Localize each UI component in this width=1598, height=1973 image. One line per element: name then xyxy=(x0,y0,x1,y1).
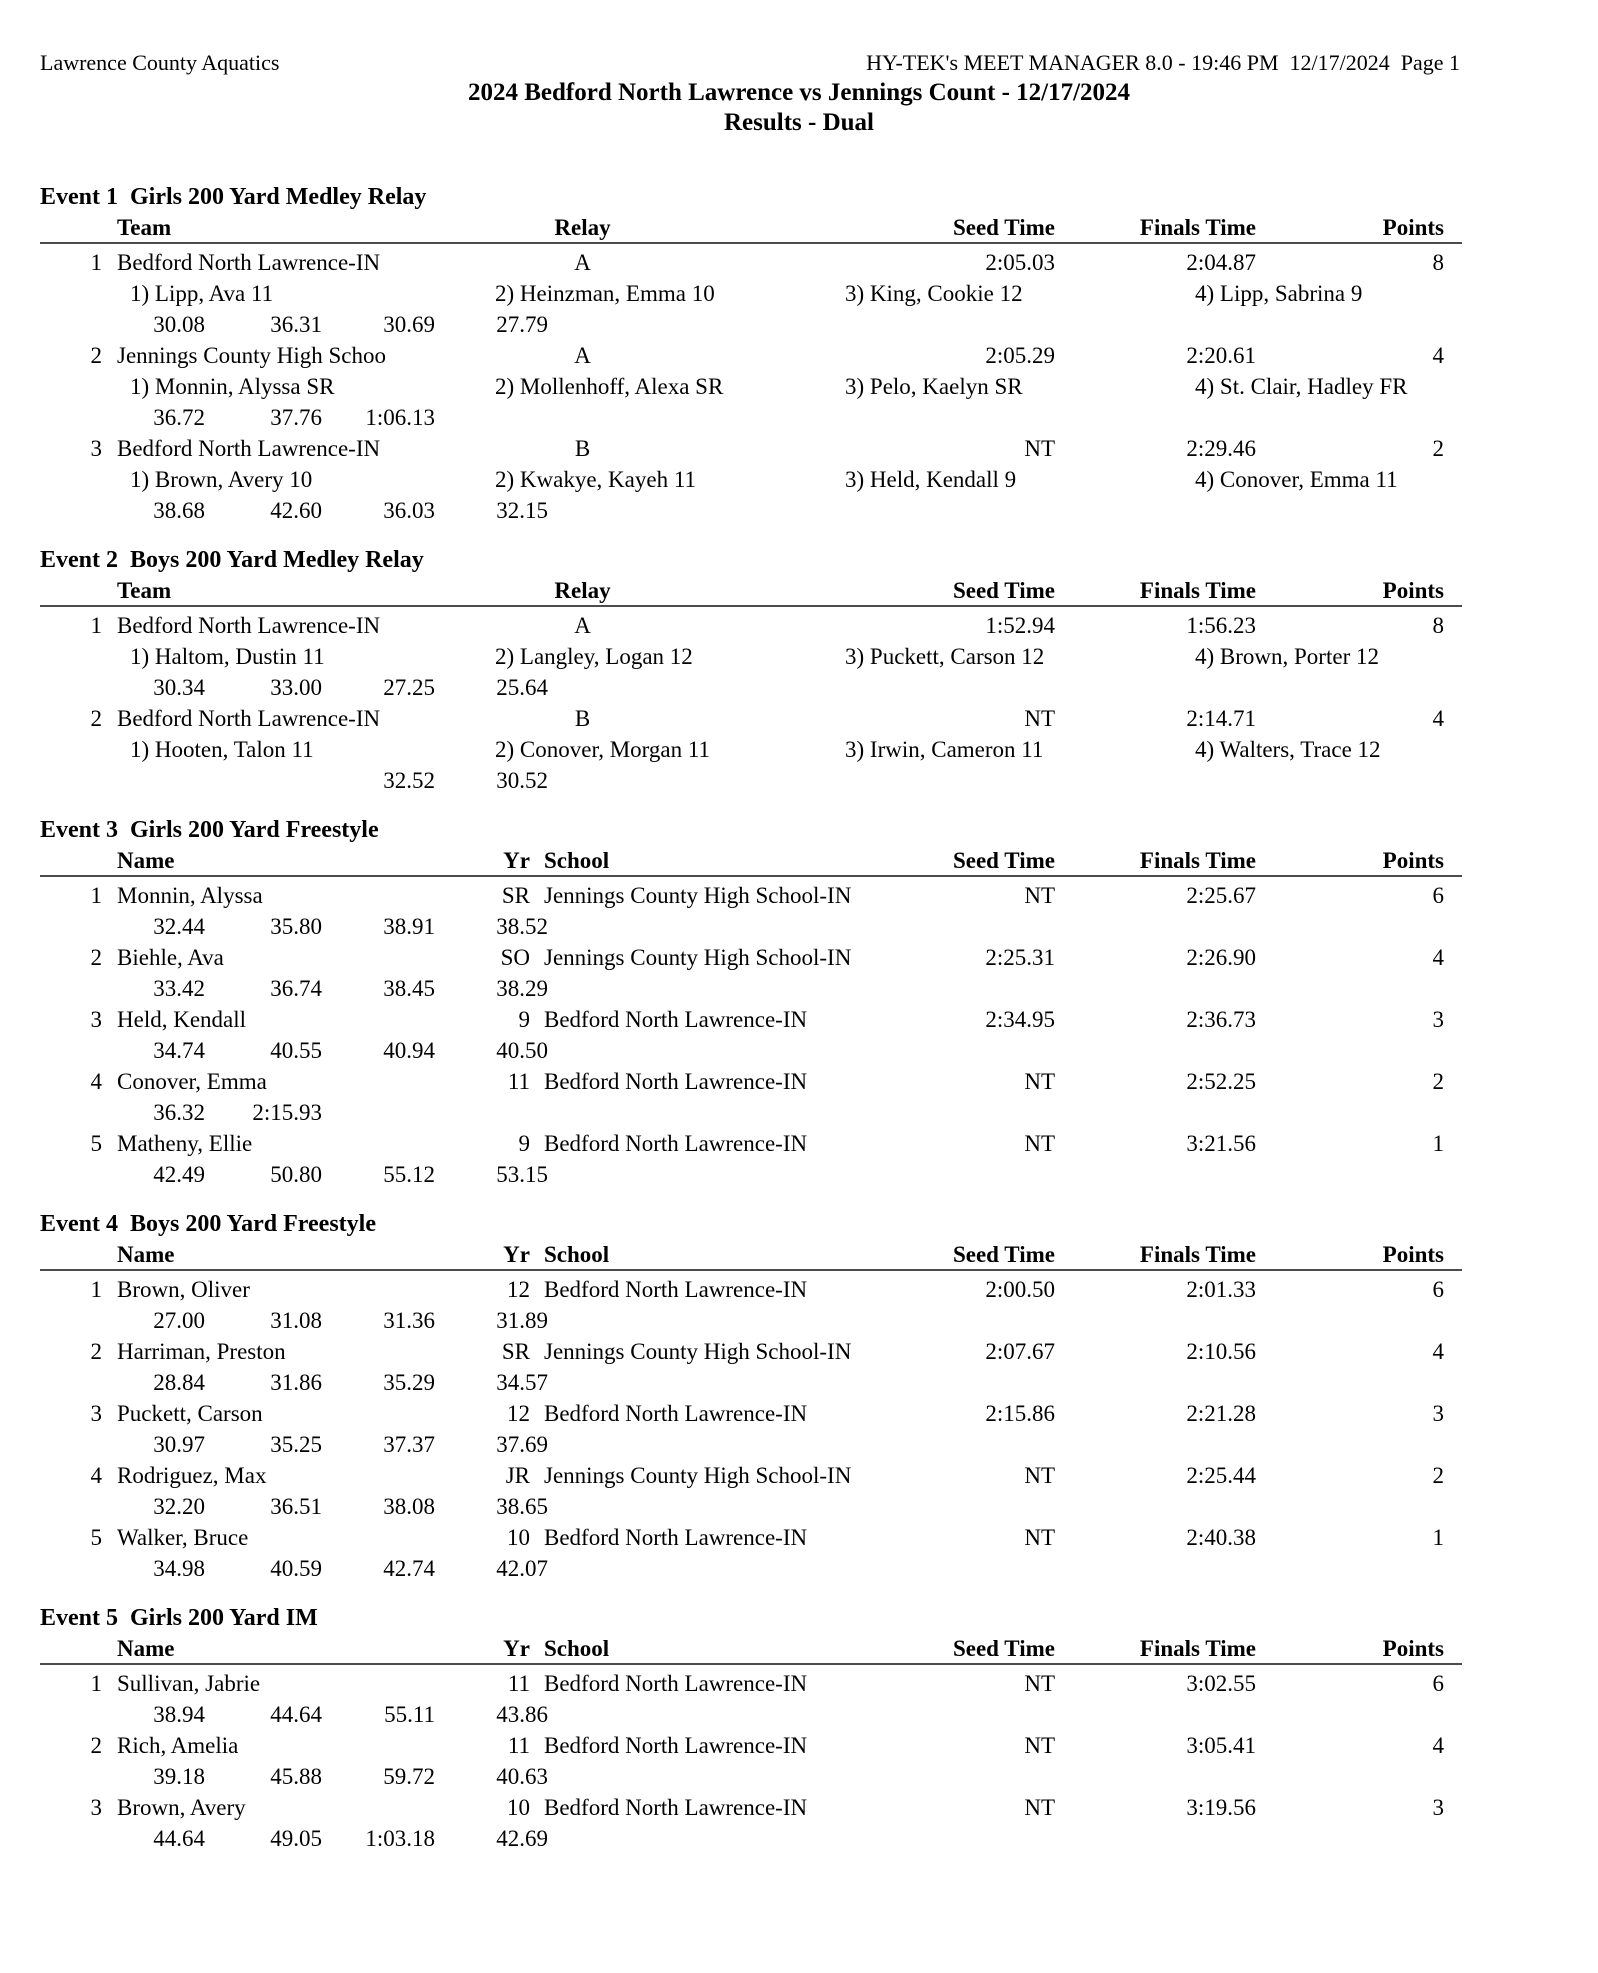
split-3-cell: 38.45 xyxy=(383,976,435,1001)
relay-leg-3-cell: 3) Pelo, Kaelyn SR xyxy=(845,374,1023,399)
points-cell: 1 xyxy=(1432,1525,1444,1550)
swimmer-name-cell: Walker, Bruce xyxy=(117,1525,249,1550)
place-cell: 1 xyxy=(90,1277,102,1302)
swimmer-name-cell: Matheny, Ellie xyxy=(117,1131,253,1156)
column-header-finals-time: Finals Time xyxy=(1139,215,1256,240)
split-3-cell: 55.12 xyxy=(383,1162,435,1187)
split-1-cell: 30.97 xyxy=(153,1432,205,1457)
points-cell: 6 xyxy=(1432,883,1444,908)
finals-time-cell: 2:40.38 xyxy=(1186,1525,1256,1550)
column-header-team: Team xyxy=(117,578,172,603)
column-header-relay: Relay xyxy=(554,578,611,603)
split-2-cell: 35.80 xyxy=(270,914,322,939)
result-row xyxy=(40,880,1462,911)
split-3-cell: 40.94 xyxy=(383,1038,435,1063)
column-header-seed-time: Seed Time xyxy=(952,215,1055,240)
seed-time-cell: NT xyxy=(1024,1069,1055,1094)
points-cell: 4 xyxy=(1432,343,1444,368)
column-header-seed-time: Seed Time xyxy=(952,1242,1055,1267)
split-2-cell: 35.25 xyxy=(270,1432,322,1457)
column-header-name: Name xyxy=(117,1242,175,1267)
splits-row xyxy=(40,1823,1462,1854)
splits-row xyxy=(40,1035,1462,1066)
page-header xyxy=(0,50,1598,78)
splits-row xyxy=(40,672,1462,703)
swimmer-name-cell: Conover, Emma xyxy=(117,1069,267,1094)
finals-time-cell: 2:10.56 xyxy=(1186,1339,1256,1364)
column-header-points: Points xyxy=(1382,1242,1444,1267)
column-header-finals-time: Finals Time xyxy=(1139,1636,1256,1661)
results-subtitle: Results - Dual xyxy=(723,109,874,136)
split-3-cell: 37.37 xyxy=(383,1432,435,1457)
licensee-name: Lawrence County Aquatics xyxy=(40,50,280,75)
points-cell: 2 xyxy=(1432,436,1444,461)
split-1-cell: 38.94 xyxy=(153,1702,205,1727)
result-row xyxy=(40,340,1462,371)
finals-time-cell: 2:29.46 xyxy=(1186,436,1256,461)
column-header-yr: Yr xyxy=(503,1242,530,1267)
column-header-relay: Relay xyxy=(554,215,611,240)
relay-leg-1-cell: 1) Monnin, Alyssa SR xyxy=(130,374,335,399)
split-1-cell: 32.20 xyxy=(153,1494,205,1519)
splits-row xyxy=(40,309,1462,340)
finals-time-cell: 2:04.87 xyxy=(1186,250,1256,275)
split-3-cell: 27.25 xyxy=(383,675,435,700)
seed-time-cell: 2:05.29 xyxy=(985,343,1055,368)
relay-leg-1-cell: 1) Lipp, Ava 11 xyxy=(130,281,274,306)
year-cell: JR xyxy=(505,1463,530,1488)
results-table-header xyxy=(40,213,1462,244)
split-1-cell: 34.74 xyxy=(153,1038,205,1063)
split-4-cell: 42.69 xyxy=(496,1826,548,1851)
column-header-finals-time: Finals Time xyxy=(1139,578,1256,603)
event-section xyxy=(40,545,1462,796)
result-row xyxy=(40,1274,1462,1305)
finals-time-cell: 2:25.44 xyxy=(1186,1463,1256,1488)
seed-time-cell: 2:07.67 xyxy=(985,1339,1055,1364)
place-cell: 2 xyxy=(90,945,102,970)
result-row xyxy=(40,1730,1462,1761)
relay-leg-4-cell: 4) St. Clair, Hadley FR xyxy=(1195,374,1408,399)
event-title: Event 4 Boys 200 Yard Freestyle xyxy=(40,1211,376,1237)
result-row xyxy=(40,1460,1462,1491)
column-header-team: Team xyxy=(117,215,172,240)
relay-leg-3-cell: 3) Irwin, Cameron 11 xyxy=(845,737,1044,762)
column-header-finals-time: Finals Time xyxy=(1139,1242,1256,1267)
points-cell: 8 xyxy=(1432,613,1444,638)
split-3-cell: 30.69 xyxy=(383,312,435,337)
split-2-cell: 50.80 xyxy=(270,1162,322,1187)
relay-leg-2-cell: 2) Heinzman, Emma 10 xyxy=(495,281,715,306)
column-header-name: Name xyxy=(117,848,175,873)
column-header-yr: Yr xyxy=(503,848,530,873)
split-2-cell: 36.51 xyxy=(270,1494,322,1519)
result-row xyxy=(40,1398,1462,1429)
swimmer-name-cell: Harriman, Preston xyxy=(117,1339,286,1364)
results-table-header xyxy=(40,576,1462,607)
relay-leg-2-cell: 2) Langley, Logan 12 xyxy=(495,644,693,669)
split-4-cell: 37.69 xyxy=(496,1432,548,1457)
splits-row xyxy=(40,1367,1462,1398)
column-header-seed-time: Seed Time xyxy=(952,578,1055,603)
splits-row xyxy=(40,1159,1462,1190)
school-cell: Bedford North Lawrence-IN xyxy=(544,1069,808,1094)
split-2-cell: 45.88 xyxy=(270,1764,322,1789)
place-cell: 5 xyxy=(90,1525,102,1550)
relay-leg-2-cell: 2) Conover, Morgan 11 xyxy=(495,737,710,762)
results-table-header xyxy=(40,1240,1462,1271)
points-cell: 4 xyxy=(1432,706,1444,731)
split-1-cell: 28.84 xyxy=(153,1370,205,1395)
school-cell: Bedford North Lawrence-IN xyxy=(544,1671,808,1696)
split-4-cell: 53.15 xyxy=(496,1162,548,1187)
column-header-points: Points xyxy=(1382,215,1444,240)
event-section xyxy=(40,1603,1462,1854)
result-row xyxy=(40,703,1462,734)
seed-time-cell: NT xyxy=(1024,1795,1055,1820)
split-4-cell: 40.63 xyxy=(496,1764,548,1789)
result-row xyxy=(40,1792,1462,1823)
place-cell: 4 xyxy=(90,1463,102,1488)
result-row xyxy=(40,247,1462,278)
year-cell: 11 xyxy=(507,1671,530,1696)
seed-time-cell: 2:00.50 xyxy=(985,1277,1055,1302)
column-header-seed-time: Seed Time xyxy=(952,848,1055,873)
split-3-cell: 1:06.13 xyxy=(365,405,435,430)
events-list xyxy=(40,182,1462,1854)
relay-leg-4-cell: 4) Lipp, Sabrina 9 xyxy=(1195,281,1363,306)
school-cell: Bedford North Lawrence-IN xyxy=(544,1277,808,1302)
event-title: Event 5 Girls 200 Yard IM xyxy=(40,1605,318,1631)
points-cell: 2 xyxy=(1432,1069,1444,1094)
finals-time-cell: 3:19.56 xyxy=(1186,1795,1256,1820)
split-2-cell: 42.60 xyxy=(270,498,322,523)
finals-time-cell: 1:56.23 xyxy=(1186,613,1256,638)
points-cell: 6 xyxy=(1432,1671,1444,1696)
split-4-cell: 34.57 xyxy=(496,1370,548,1395)
school-cell: Bedford North Lawrence-IN xyxy=(544,1733,808,1758)
splits-row xyxy=(40,1305,1462,1336)
finals-time-cell: 2:14.71 xyxy=(1186,706,1256,731)
team-cell: Jennings County High Schoo xyxy=(117,343,386,368)
split-1-cell: 30.08 xyxy=(153,312,205,337)
split-2-cell: 36.74 xyxy=(270,976,322,1001)
points-cell: 6 xyxy=(1432,1277,1444,1302)
splits-row xyxy=(40,1553,1462,1584)
relay-leg-1-cell: 1) Brown, Avery 10 xyxy=(130,467,313,492)
seed-time-cell: 2:15.86 xyxy=(985,1401,1055,1426)
result-row xyxy=(40,1128,1462,1159)
year-cell: SR xyxy=(501,883,530,908)
seed-time-cell: NT xyxy=(1024,706,1055,731)
year-cell: 9 xyxy=(518,1007,530,1032)
seed-time-cell: 2:05.03 xyxy=(985,250,1055,275)
event-section xyxy=(40,182,1462,526)
place-cell: 2 xyxy=(90,343,102,368)
column-header-points: Points xyxy=(1382,578,1444,603)
relay-letter-cell: B xyxy=(574,436,591,461)
split-1-cell: 36.72 xyxy=(153,405,205,430)
seed-time-cell: NT xyxy=(1024,883,1055,908)
split-4-cell: 27.79 xyxy=(496,312,548,337)
relay-letter-cell: A xyxy=(574,613,591,638)
event-section xyxy=(40,815,1462,1190)
school-cell: Jennings County High School-IN xyxy=(544,1463,852,1488)
relay-leg-3-cell: 3) Held, Kendall 9 xyxy=(845,467,1017,492)
relay-letter-cell: A xyxy=(574,343,591,368)
points-cell: 3 xyxy=(1432,1795,1444,1820)
column-header-name: Name xyxy=(117,1636,175,1661)
place-cell: 2 xyxy=(90,1339,102,1364)
finals-time-cell: 2:20.61 xyxy=(1186,343,1256,368)
finals-time-cell: 3:02.55 xyxy=(1186,1671,1256,1696)
splits-row xyxy=(40,495,1462,526)
splits-row xyxy=(40,1699,1462,1730)
place-cell: 3 xyxy=(90,436,102,461)
split-2-cell: 49.05 xyxy=(270,1826,322,1851)
relay-swimmers-row xyxy=(40,371,1462,402)
team-cell: Bedford North Lawrence-IN xyxy=(117,436,381,461)
seed-time-cell: NT xyxy=(1024,436,1055,461)
relay-swimmers-row xyxy=(40,278,1462,309)
split-3-cell: 1:03.18 xyxy=(365,1826,435,1851)
result-row xyxy=(40,1668,1462,1699)
split-1-cell: 36.32 xyxy=(153,1100,205,1125)
swimmer-name-cell: Biehle, Ava xyxy=(117,945,224,970)
year-cell: 10 xyxy=(507,1525,530,1550)
place-cell: 3 xyxy=(90,1007,102,1032)
relay-leg-1-cell: 1) Haltom, Dustin 11 xyxy=(130,644,325,669)
result-row xyxy=(40,1004,1462,1035)
splits-row xyxy=(40,911,1462,942)
split-1-cell: 34.98 xyxy=(153,1556,205,1581)
relay-leg-2-cell: 2) Mollenhoff, Alexa SR xyxy=(495,374,724,399)
split-4-cell: 30.52 xyxy=(496,768,548,793)
split-2-cell: 36.31 xyxy=(270,312,322,337)
column-header-school: School xyxy=(544,848,610,873)
team-cell: Bedford North Lawrence-IN xyxy=(117,613,381,638)
finals-time-cell: 3:21.56 xyxy=(1186,1131,1256,1156)
relay-leg-4-cell: 4) Brown, Porter 12 xyxy=(1195,644,1379,669)
split-3-cell: 36.03 xyxy=(383,498,435,523)
year-cell: 10 xyxy=(507,1795,530,1820)
split-2-cell: 2:15.93 xyxy=(252,1100,322,1125)
place-cell: 2 xyxy=(90,1733,102,1758)
splits-row xyxy=(40,402,1462,433)
split-2-cell: 40.55 xyxy=(270,1038,322,1063)
split-2-cell: 31.86 xyxy=(270,1370,322,1395)
split-1-cell: 30.34 xyxy=(153,675,205,700)
split-3-cell: 35.29 xyxy=(383,1370,435,1395)
split-2-cell: 44.64 xyxy=(270,1702,322,1727)
split-4-cell: 40.50 xyxy=(496,1038,548,1063)
split-4-cell: 43.86 xyxy=(496,1702,548,1727)
school-cell: Bedford North Lawrence-IN xyxy=(544,1525,808,1550)
place-cell: 5 xyxy=(90,1131,102,1156)
seed-time-cell: 2:34.95 xyxy=(985,1007,1055,1032)
school-cell: Jennings County High School-IN xyxy=(544,945,852,970)
split-2-cell: 37.76 xyxy=(270,405,322,430)
place-cell: 2 xyxy=(90,706,102,731)
finals-time-cell: 2:36.73 xyxy=(1186,1007,1256,1032)
year-cell: 11 xyxy=(507,1733,530,1758)
relay-swimmers-row xyxy=(40,641,1462,672)
relay-letter-cell: B xyxy=(574,706,591,731)
splits-row xyxy=(40,1429,1462,1460)
relay-leg-2-cell: 2) Kwakye, Kayeh 11 xyxy=(495,467,696,492)
column-header-school: School xyxy=(544,1242,610,1267)
swimmer-name-cell: Brown, Oliver xyxy=(117,1277,250,1302)
split-4-cell: 38.29 xyxy=(496,976,548,1001)
splits-row xyxy=(40,1097,1462,1128)
split-3-cell: 31.36 xyxy=(383,1308,435,1333)
split-3-cell: 55.11 xyxy=(384,1702,435,1727)
relay-leg-3-cell: 3) Puckett, Carson 12 xyxy=(845,644,1045,669)
place-cell: 3 xyxy=(90,1795,102,1820)
finals-time-cell: 2:25.67 xyxy=(1186,883,1256,908)
split-4-cell: 32.15 xyxy=(496,498,548,523)
splits-row xyxy=(40,765,1462,796)
split-1-cell: 27.00 xyxy=(153,1308,205,1333)
relay-letter-cell: A xyxy=(574,250,591,275)
event-title: Event 1 Girls 200 Yard Medley Relay xyxy=(40,184,427,210)
split-3-cell: 32.52 xyxy=(383,768,435,793)
split-2-cell: 31.08 xyxy=(270,1308,322,1333)
event-section xyxy=(40,1209,1462,1584)
year-cell: 9 xyxy=(518,1131,530,1156)
column-header-school: School xyxy=(544,1636,610,1661)
split-3-cell: 59.72 xyxy=(383,1764,435,1789)
finals-time-cell: 2:01.33 xyxy=(1186,1277,1256,1302)
column-header-points: Points xyxy=(1382,848,1444,873)
points-cell: 3 xyxy=(1432,1007,1444,1032)
finals-time-cell: 2:21.28 xyxy=(1186,1401,1256,1426)
split-1-cell: 42.49 xyxy=(153,1162,205,1187)
finals-time-cell: 3:05.41 xyxy=(1186,1733,1256,1758)
split-1-cell: 38.68 xyxy=(153,498,205,523)
points-cell: 2 xyxy=(1432,1463,1444,1488)
split-1-cell: 39.18 xyxy=(153,1764,205,1789)
column-header-yr: Yr xyxy=(503,1636,530,1661)
split-3-cell: 42.74 xyxy=(383,1556,435,1581)
splits-row xyxy=(40,973,1462,1004)
seed-time-cell: NT xyxy=(1024,1733,1055,1758)
swimmer-name-cell: Rich, Amelia xyxy=(117,1733,239,1758)
event-title: Event 3 Girls 200 Yard Freestyle xyxy=(40,817,379,843)
relay-swimmers-row xyxy=(40,464,1462,495)
year-cell: 12 xyxy=(507,1401,530,1426)
school-cell: Bedford North Lawrence-IN xyxy=(544,1401,808,1426)
place-cell: 4 xyxy=(90,1069,102,1094)
column-header-finals-time: Finals Time xyxy=(1139,848,1256,873)
seed-time-cell: NT xyxy=(1024,1131,1055,1156)
swimmer-name-cell: Brown, Avery xyxy=(117,1795,246,1820)
split-2-cell: 40.59 xyxy=(270,1556,322,1581)
swimmer-name-cell: Puckett, Carson xyxy=(117,1401,263,1426)
seed-time-cell: 1:52.94 xyxy=(985,613,1055,638)
column-header-points: Points xyxy=(1382,1636,1444,1661)
split-1-cell: 44.64 xyxy=(153,1826,205,1851)
seed-time-cell: 2:25.31 xyxy=(985,945,1055,970)
split-1-cell: 33.42 xyxy=(153,976,205,1001)
result-row xyxy=(40,942,1462,973)
splits-row xyxy=(40,1761,1462,1792)
school-cell: Jennings County High School-IN xyxy=(544,883,852,908)
results-table-header xyxy=(40,1634,1462,1665)
swimmer-name-cell: Held, Kendall xyxy=(117,1007,247,1032)
year-cell: 11 xyxy=(507,1069,530,1094)
points-cell: 4 xyxy=(1432,945,1444,970)
seed-time-cell: NT xyxy=(1024,1671,1055,1696)
seed-time-cell: NT xyxy=(1024,1525,1055,1550)
school-cell: Bedford North Lawrence-IN xyxy=(544,1131,808,1156)
place-cell: 1 xyxy=(90,613,102,638)
column-header-seed-time: Seed Time xyxy=(952,1636,1055,1661)
place-cell: 1 xyxy=(90,250,102,275)
year-cell: 12 xyxy=(507,1277,530,1302)
points-cell: 8 xyxy=(1432,250,1444,275)
split-4-cell: 38.65 xyxy=(496,1494,548,1519)
result-row xyxy=(40,610,1462,641)
event-title: Event 2 Boys 200 Yard Medley Relay xyxy=(40,547,424,573)
meet-manager-stamp: HY-TEK's MEET MANAGER 8.0 - 19:46 PM 12/17/2024 Page 1 xyxy=(866,50,1460,75)
swimmer-name-cell: Monnin, Alyssa xyxy=(117,883,263,908)
team-cell: Bedford North Lawrence-IN xyxy=(117,250,381,275)
school-cell: Bedford North Lawrence-IN xyxy=(544,1007,808,1032)
result-row xyxy=(40,433,1462,464)
team-cell: Bedford North Lawrence-IN xyxy=(117,706,381,731)
split-3-cell: 38.08 xyxy=(383,1494,435,1519)
splits-row xyxy=(40,1491,1462,1522)
split-4-cell: 31.89 xyxy=(496,1308,548,1333)
finals-time-cell: 2:52.25 xyxy=(1186,1069,1256,1094)
swimmer-name-cell: Rodriguez, Max xyxy=(117,1463,267,1488)
points-cell: 4 xyxy=(1432,1733,1444,1758)
relay-leg-4-cell: 4) Walters, Trace 12 xyxy=(1195,737,1381,762)
split-4-cell: 42.07 xyxy=(496,1556,548,1581)
points-cell: 4 xyxy=(1432,1339,1444,1364)
finals-time-cell: 2:26.90 xyxy=(1186,945,1256,970)
relay-leg-1-cell: 1) Hooten, Talon 11 xyxy=(130,737,314,762)
split-3-cell: 38.91 xyxy=(383,914,435,939)
relay-leg-4-cell: 4) Conover, Emma 11 xyxy=(1195,467,1398,492)
results-table-header xyxy=(40,846,1462,877)
swimmer-name-cell: Sullivan, Jabrie xyxy=(117,1671,261,1696)
split-4-cell: 38.52 xyxy=(496,914,548,939)
school-cell: Jennings County High School-IN xyxy=(544,1339,852,1364)
place-cell: 3 xyxy=(90,1401,102,1426)
seed-time-cell: NT xyxy=(1024,1463,1055,1488)
result-row xyxy=(40,1066,1462,1097)
split-2-cell: 33.00 xyxy=(270,675,322,700)
place-cell: 1 xyxy=(90,883,102,908)
split-1-cell: 32.44 xyxy=(153,914,205,939)
points-cell: 1 xyxy=(1432,1131,1444,1156)
relay-swimmers-row xyxy=(40,734,1462,765)
year-cell: SR xyxy=(501,1339,530,1364)
result-row xyxy=(40,1522,1462,1553)
place-cell: 1 xyxy=(90,1671,102,1696)
result-row xyxy=(40,1336,1462,1367)
year-cell: SO xyxy=(500,945,530,970)
points-cell: 3 xyxy=(1432,1401,1444,1426)
relay-leg-3-cell: 3) King, Cookie 12 xyxy=(845,281,1023,306)
meet-title: 2024 Bedford North Lawrence vs Jennings Count - 12/17/2024 xyxy=(467,79,1131,106)
split-4-cell: 25.64 xyxy=(496,675,548,700)
school-cell: Bedford North Lawrence-IN xyxy=(544,1795,808,1820)
